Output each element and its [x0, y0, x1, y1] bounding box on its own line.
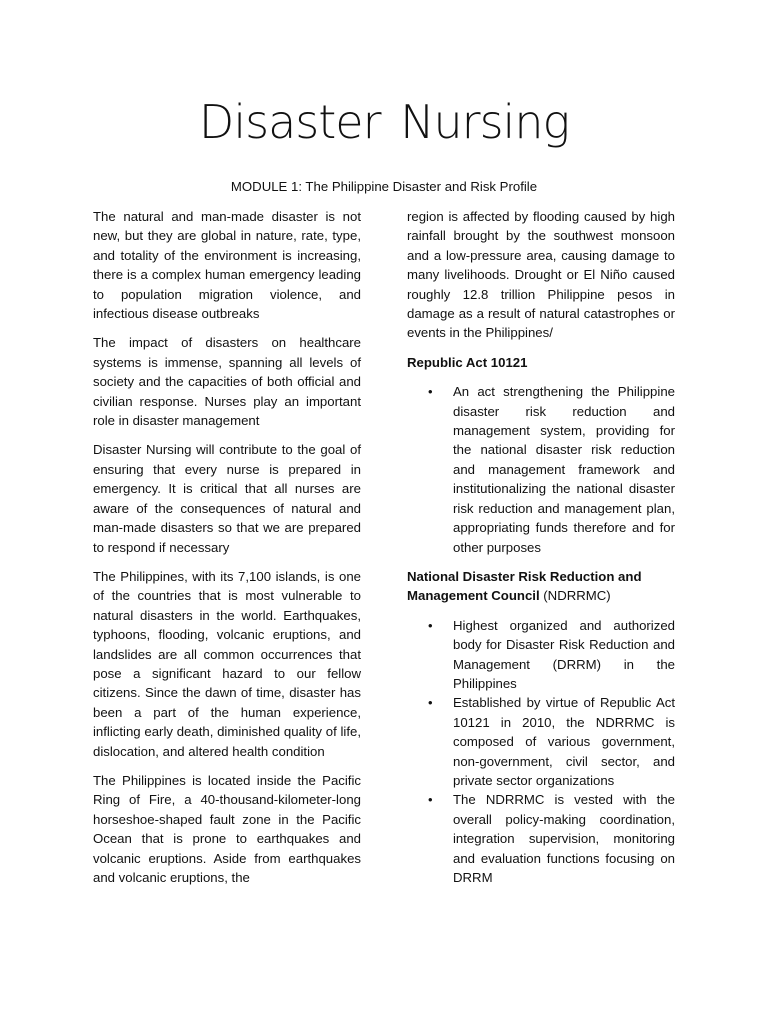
section-heading-ndrrmc-bold: National Disaster Risk Reduction and Management Council	[407, 568, 642, 604]
left-column	[93, 207, 361, 897]
bullet-icon: •	[428, 792, 433, 808]
paragraph-disaster-intro: The natural and man-made disaster is not new, but they are global in nature, rate, type, and totality of the environment is increasing, there is a complex human emergency leading to population migration violence, and infectious disease outbreaks	[93, 209, 361, 322]
bullet-text: An act strengthening the Philippine disaster risk reduction and management system, providing for the national disaster risk reduction and management framework and institutionalizing the national disaster risk reduction and management plan, appropriating funds therefore and for other purposes	[453, 384, 675, 555]
ndrrmc-bullet-list	[407, 616, 675, 888]
paragraph-flooding-continuation: region is affected by flooding caused by high rainfall brought by the southwest monsoon and a low-pressure area, causing damage to many livelihoods. Drought or El Niño caused roughly 12.8 trillion Philippine pesos in damage as a result of natural catastrophes or events in the Philippines/	[407, 209, 675, 341]
list-item	[407, 382, 675, 557]
list-item	[407, 616, 675, 694]
bullet-icon: •	[428, 384, 433, 400]
paragraph-disaster-nursing-goal: Disaster Nursing will contribute to the goal of ensuring that every nurse is prepared in emergency. It is critical that all nurses are aware of the consequences of natural and man-made disasters so that we are prepared to respond if necessary	[93, 442, 361, 555]
paragraph-healthcare-impact: The impact of disasters on healthcare systems is immense, spanning all levels of society and the capacities of both official and civilian response. Nurses play an important role in disaster management	[93, 335, 361, 429]
module-heading: MODULE 1: The Philippine Disaster and Risk Profile	[230, 179, 538, 194]
section-heading-ndrrmc	[407, 567, 675, 606]
bullet-text: Established by virtue of Republic Act 10121 in 2010, the NDRRMC is composed of various government, non-government, civil sector, and private sector organizations	[453, 695, 675, 788]
paragraph-ring-of-fire: The Philippines is located inside the Pacific Ring of Fire, a 40-thousand-kilometer-long horseshoe-shaped fault zone in the Pacific Ocean that is prone to earthquakes and volcanic eruptions. Aside from earthquakes and volcanic eruptions, the	[93, 772, 361, 885]
bullet-icon: •	[428, 695, 433, 711]
section-heading-ra10121: Republic Act 10121	[407, 354, 528, 370]
paragraph-philippines-vulnerability: The Philippines, with its 7,100 islands, is one of the countries that is most vulnerable to natural disasters in the world. Earthquakes, typhoons, flooding, volcanic eruptions, and landslides are all common occurrences that pose a significant hazard to our fellow citizens. Since the dawn of time, disaster has been a part of the human experience, inflicting early death, diminished quality of life, dislocation, and altered health condition	[93, 568, 361, 759]
bullet-text: Highest organized and authorized body for Disaster Risk Reduction and Management (DRRM) in the Philippines	[453, 617, 675, 691]
bullet-icon: •	[428, 617, 433, 633]
section-heading-ndrrmc-abbrev: (NDRRMC)	[539, 588, 611, 604]
list-item	[407, 790, 675, 887]
bullet-text: The NDRRMC is vested with the overall policy-making coordination, integration supervision, monitoring and evaluation functions focusing on DRRM	[453, 792, 675, 885]
document-title: Disaster Nursing	[198, 95, 570, 149]
right-column	[407, 207, 675, 897]
list-item	[407, 693, 675, 790]
ra10121-bullet-list	[407, 382, 675, 557]
